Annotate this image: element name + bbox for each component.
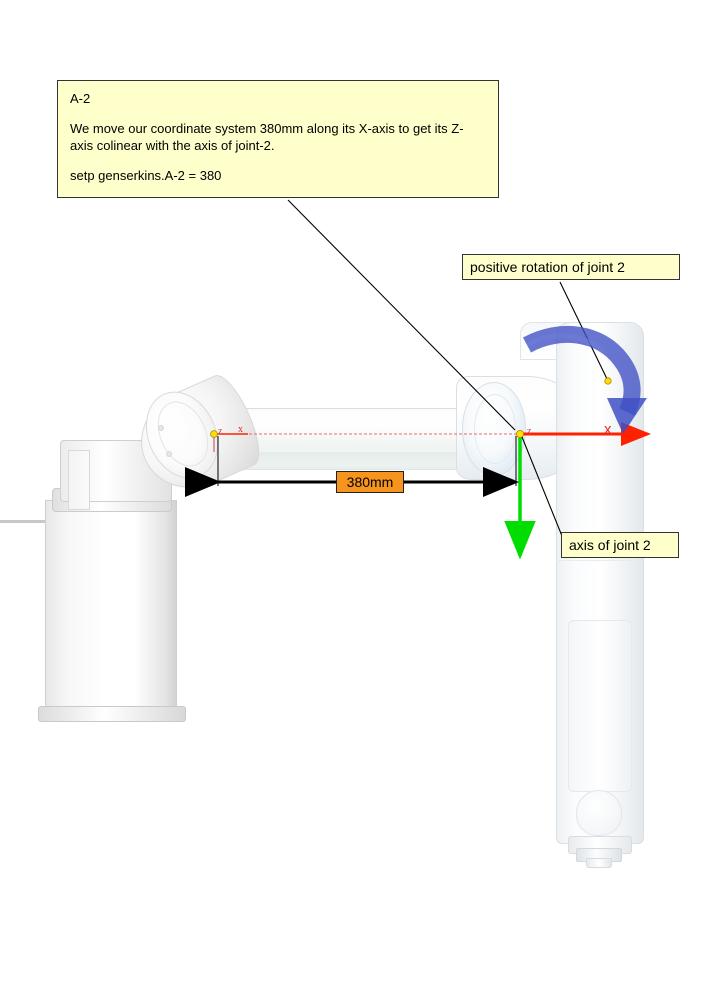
callout-a2 xyxy=(57,80,499,198)
x-axis-label: x xyxy=(604,421,612,438)
callout-a2-description: We move our coordinate system 380mm along its X-axis to get its Z-axis colinear with the axis of joint-2. xyxy=(70,121,464,153)
rotation-leader-endpoint-marker xyxy=(605,378,611,384)
left-origin-marker xyxy=(211,431,218,438)
callout-a2-title: A-2 xyxy=(70,91,91,106)
left-origin-z-label: z xyxy=(218,426,223,437)
leader-line-axis-of-joint xyxy=(522,437,562,536)
callout-axis-of-joint: axis of joint 2 xyxy=(561,532,679,558)
dimension-label-380mm: 380mm xyxy=(336,471,404,493)
callout-positive-rotation: positive rotation of joint 2 xyxy=(462,254,680,280)
joint2-origin-z-label: z xyxy=(527,426,532,437)
joint2-origin-marker xyxy=(516,430,523,437)
rotation-arrow-head xyxy=(607,398,647,434)
left-origin-x-label: x xyxy=(238,424,243,435)
callout-a2-command: setp genserkins.A-2 = 380 xyxy=(70,167,222,183)
leader-line-a2 xyxy=(288,200,515,430)
